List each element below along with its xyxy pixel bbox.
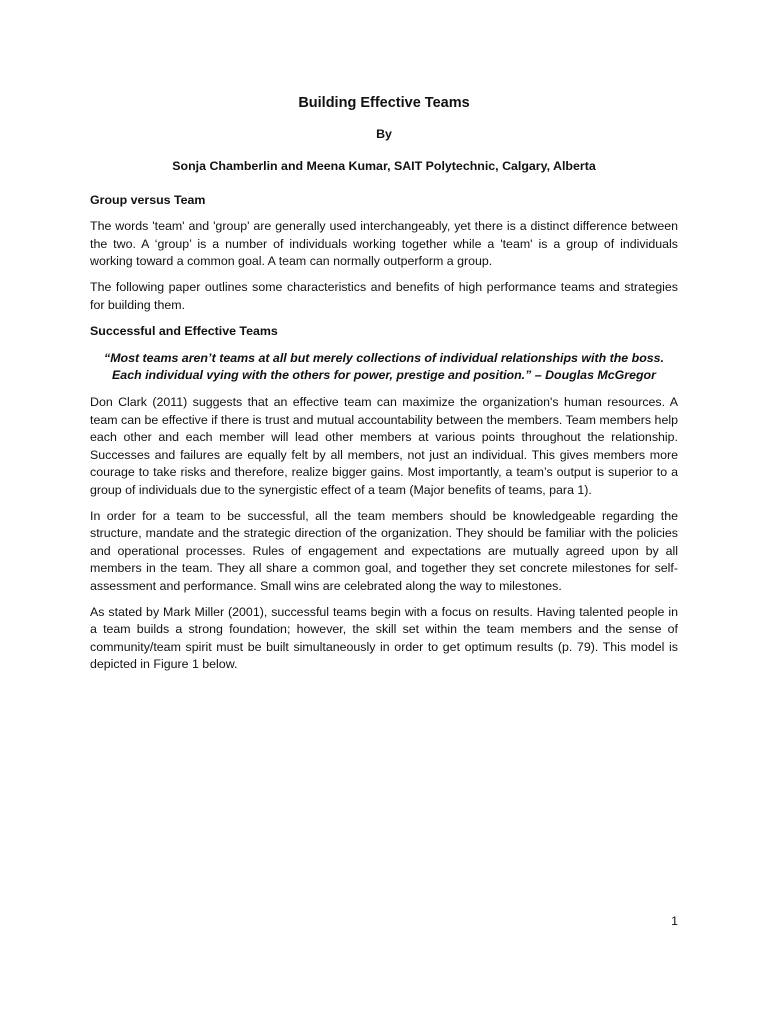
paragraph-successful-3: As stated by Mark Miller (2001), successful teams begin with a focus on results. Having talented people in a team builds a strong foundation; however, the skill set within the team members and the sense of community/team spirit must be built simultaneously in order to get optimum results (p. 79). This model is depicted in Figure 1 below. xyxy=(90,604,678,672)
paragraph-group-vs-team-2: The following paper outlines some characteristics and benefits of high performance teams and strategies for building them. xyxy=(90,280,678,312)
mcgregor-quote: “Most teams aren’t teams at all but merely collections of individual relationships with the boss. Each individual vying with the others for power, prestige and position.” – Douglas McGregor xyxy=(104,350,664,383)
paragraph-group-vs-team-1: The words 'team' and 'group' are generally used interchangeably, yet there is a distinct difference between the two. A ‘group’ is a number of individuals working together while a 'team' is a group of individuals working toward a common goal. A team can normally outperform a group. xyxy=(90,219,678,269)
document-body xyxy=(90,94,678,683)
section-heading-successful-teams: Successful and Effective Teams xyxy=(90,324,278,339)
byline-label: By xyxy=(376,127,392,141)
page-number: 1 xyxy=(671,914,678,928)
section-heading-group-vs-team: Group versus Team xyxy=(90,192,206,207)
paragraph-successful-1: Don Clark (2011) suggests that an effective team can maximize the organization's human resources. A team can be effective if there is trust and mutual accountability between the members. Team members help each other and each member will lead other members at various points throughout the relationship. Successes and failures are equally felt by all members, not just an individual. This gives members more courage to take risks and therefore, realize bigger gains. Most importantly, a team’s output is superior to a group of individuals due to the synergistic effect of a team (Major benefits of teams, para 1). xyxy=(90,395,678,497)
paragraph-successful-2: In order for a team to be successful, all the team members should be knowledgeable regarding the structure, mandate and the strategic direction of the organization. They should be familiar with the policies and operational processes. Rules of engagement and expectations are mutually agreed upon by all members in the team. They all share a common goal, and together they set concrete milestones for self-assessment and performance. Small wins are celebrated along the way to milestones. xyxy=(90,508,678,593)
authors-line: Sonja Chamberlin and Meena Kumar, SAIT Polytechnic, Calgary, Alberta xyxy=(172,159,596,174)
document-title: Building Effective Teams xyxy=(298,95,470,111)
